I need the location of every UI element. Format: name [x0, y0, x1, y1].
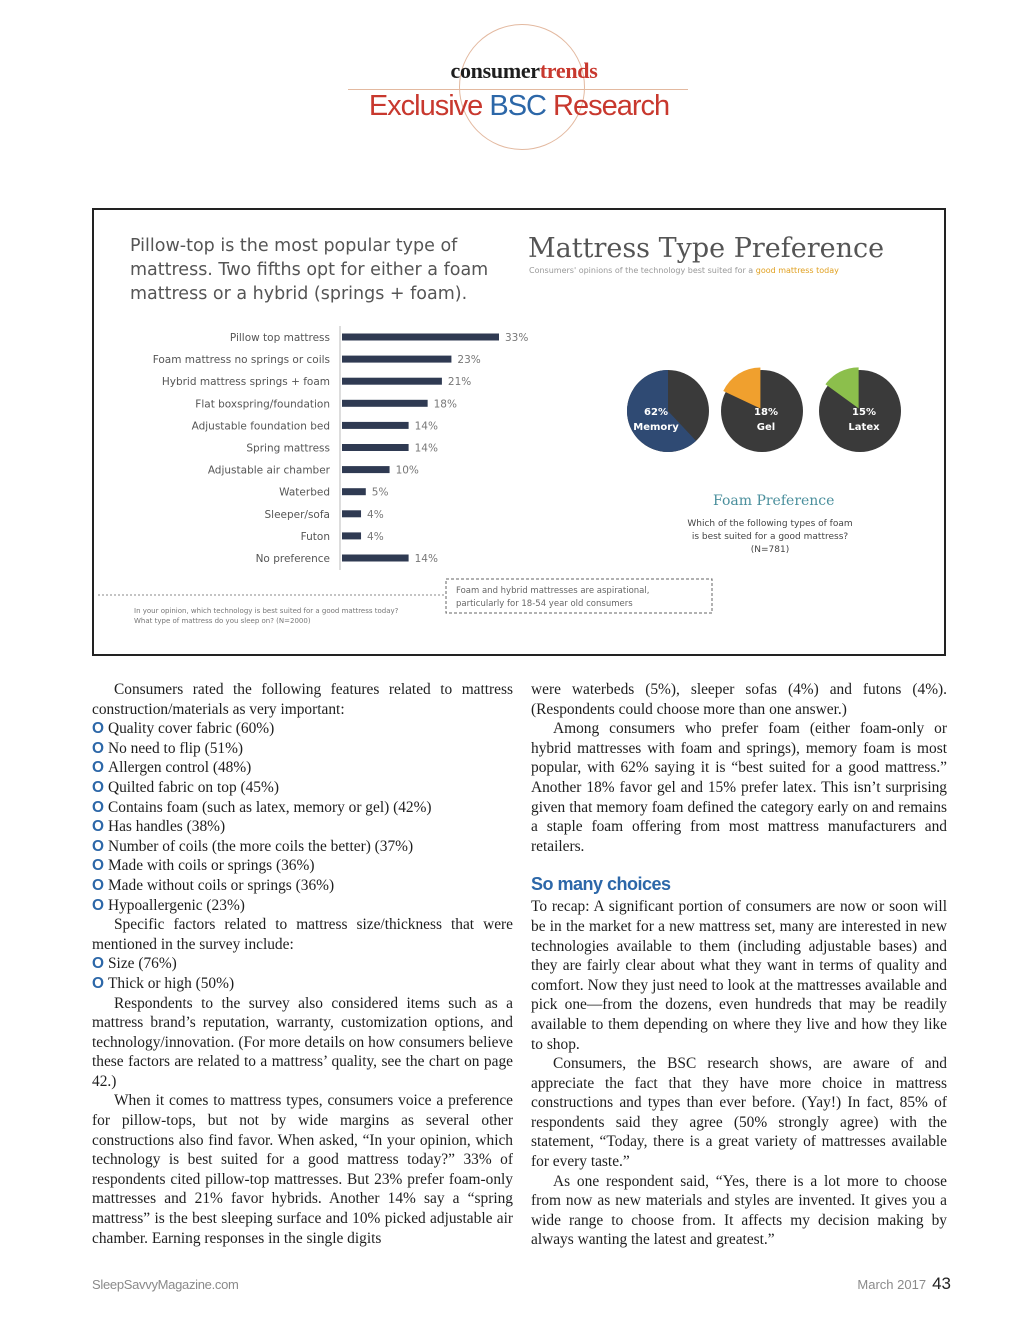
- footer-site: SleepSavvyMagazine.com: [92, 1277, 239, 1292]
- bullet-circle-icon: O: [92, 837, 104, 855]
- bar-value-label: 33%: [505, 332, 529, 344]
- bar-category-label: Flat boxspring/foundation: [195, 398, 330, 411]
- figure-intro-line3: mattress or a hybrid (springs + foam).: [130, 284, 468, 304]
- bar: [342, 400, 428, 407]
- bar-value-label: 14%: [414, 420, 438, 433]
- bar-value-label: 4%: [367, 530, 384, 543]
- subheading-so-many-choices: So many choices: [531, 874, 671, 895]
- bar-chart: [153, 332, 529, 565]
- foam-question-line1: Which of the following types of foam: [687, 519, 853, 529]
- feature-list: [92, 719, 513, 915]
- list-item: O Contains foam (such as latex, memory or gel) (42%): [92, 798, 432, 816]
- paragraph-mattress-types: When it comes to mattress types, consumers voice a preference for pillow-tops, but not by wide margins as several other constructions also find favor. When asked, “In your opinion, which technology is best suited for a good mattress today?” 33% of respondents cited pillow-top mattresses. But 23% prefer foam-only mattresses and 21% favor hybrids. Another 14% say a “spring mattress” is the best sleeping surface and 10% picked adjustable air chamber. Earning responses in the single digits: [92, 1092, 513, 1247]
- paragraph-recap: To recap: A significant portion of consumers are now or soon will be in the market for a new mattress set, many are interested in new technologies available to them (including adjustable bases) and they are fairly clear about what they want in terms of quality and comfort. Now they just need to look at the mattresses available and pick one—from the dozens, even hundreds that may be readily available to them depending on where they live and how they like to shop.: [531, 898, 947, 1053]
- bar: [342, 422, 409, 429]
- headline-bsc: BSC: [489, 90, 546, 122]
- figure-footnote-line1: In your opinion, which technology is best suited for a good mattress today?: [134, 607, 399, 615]
- bar-value-label: 23%: [457, 354, 481, 367]
- foam-preference-title: Foam Preference: [713, 493, 835, 509]
- bar: [342, 356, 451, 363]
- bar-value-label: 4%: [367, 508, 384, 521]
- bullet-circle-icon: O: [92, 759, 104, 777]
- bar-category-label: Hybrid mattress springs + foam: [161, 376, 330, 389]
- size-list: [92, 954, 513, 993]
- foam-question-line2: is best suited for a good mattress?: [691, 532, 849, 542]
- paragraph-choice: Consumers, the BSC research shows, are aware of and appreciate the fact that they have more choice in mattress constructions and types than ever before. (Yay!) In fact, 85% of respondents said they agree (50% strongly agree) with the statement, “Today, there is a great variety of mattresses available for every taste.”: [531, 1055, 947, 1171]
- bullet-circle-icon: O: [92, 798, 104, 816]
- section-headline: [0, 90, 1024, 123]
- article-column-left: [92, 680, 513, 1248]
- masthead-circle: [459, 24, 585, 150]
- paragraph-quote: As one respondent said, “Yes, there is a lot more to choose from now as new materials and styles are invented. It gives you a wide range to choose from. It affects my decision making by always wanting the latest and greatest.”: [531, 1172, 947, 1249]
- list-item: O Quilted fabric on top (45%): [92, 778, 279, 796]
- paragraph-single-digits: were waterbeds (5%), sleeper sofas (4%) and futons (4%). (Respondents could choose more than one answer.): [531, 681, 947, 718]
- brand-consumer: consumer: [450, 58, 540, 83]
- foam-question-line3: (N=781): [750, 545, 790, 555]
- bar-category-label: Spring mattress: [246, 442, 330, 455]
- paragraph-brand-factors: Respondents to the survey also considered items such as a mattress brand’s reputation, warranty, customization options, and technology/innovation. (For more details on how consumers believe these factors are related to a mattress’ quality, see the chart on page 42.): [92, 994, 513, 1090]
- paragraph-foam: Among consumers who prefer foam (either foam-only or hybrid mattresses with foam and springs), memory foam is most popular, with 62% saying it is “best suited for a good mattress.” Another 18% favor gel and 15% prefer latex. This isn’t surprising given that memory foam defined the category early on and remains a staple foam offering from most mattress manufacturers and retailers.: [531, 720, 947, 855]
- bar-value-label: 14%: [414, 553, 438, 565]
- section-brand: [0, 58, 1024, 84]
- list-item: O Thick or high (50%): [92, 974, 235, 992]
- bullet-circle-icon: O: [92, 974, 104, 992]
- list-item: O Number of coils (the more coils the better) (37%): [92, 837, 414, 855]
- list-item: O No need to flip (51%): [92, 739, 244, 757]
- figure-footnote-line2: What type of mattress do you sleep on? (N=2000): [134, 617, 311, 625]
- list-item: O Size (76%): [92, 955, 177, 973]
- bar: [342, 488, 366, 495]
- figure-subtitle-highlight: good mattress today: [755, 266, 839, 275]
- footer-date-page: [857, 1274, 951, 1294]
- bar: [342, 532, 361, 539]
- bar-value-label: 10%: [395, 464, 419, 477]
- bullet-circle-icon: O: [92, 739, 104, 757]
- bar: [342, 555, 409, 562]
- bar-value-label: 18%: [433, 398, 457, 411]
- bar: [342, 444, 409, 451]
- figure-canvas: [94, 210, 944, 654]
- bar-value-label: 21%: [447, 376, 472, 389]
- list-item: O Hypoallergenic (23%): [92, 896, 245, 914]
- pie-percent-label: 15%: [852, 407, 876, 418]
- figure-title: Mattress Type Preference: [528, 233, 885, 264]
- pie-percent-label: 18%: [754, 407, 778, 418]
- bullet-circle-icon: O: [92, 896, 104, 914]
- bar: [342, 510, 361, 517]
- bar-category-label: Futon: [300, 530, 330, 543]
- figure-intro-line1: Pillow-top is the most popular type of: [130, 236, 458, 256]
- bar-category-label: Foam mattress no springs or coils: [152, 354, 330, 367]
- footer-date: March 2017: [857, 1277, 927, 1292]
- page-number: 43: [932, 1274, 951, 1293]
- figure-intro-line2: mattress. Two fifths opt for either a foam: [130, 260, 489, 280]
- mattress-preference-figure: [92, 208, 946, 656]
- list-item: O Made without coils or springs (36%): [92, 876, 335, 894]
- bar: [342, 334, 499, 341]
- brand-trends: trends: [539, 58, 598, 83]
- bar: [342, 378, 442, 385]
- bar-category-label: Adjustable air chamber: [207, 464, 330, 477]
- list-item: O Made with coils or springs (36%): [92, 857, 315, 875]
- bar-category-label: Waterbed: [279, 486, 330, 499]
- pie-name-label: Gel: [756, 422, 776, 433]
- pie-percent-label: 62%: [644, 407, 668, 418]
- headline-research: Research: [546, 90, 670, 122]
- bullet-circle-icon: O: [92, 955, 104, 973]
- list-item: O Has handles (38%): [92, 818, 226, 836]
- bullet-circle-icon: O: [92, 720, 104, 738]
- pie-charts: [627, 367, 901, 452]
- pie-name-label: Memory: [633, 422, 679, 433]
- bar-category-label: Sleeper/sofa: [264, 508, 330, 521]
- callout-line2: particularly for 18-54 year old consumers: [456, 599, 633, 609]
- bar-value-label: 5%: [371, 486, 389, 499]
- paragraph-size-factors: Specific factors related to mattress size/thickness that were mentioned in the survey include:: [92, 916, 513, 953]
- pie-name-label: Latex: [848, 422, 880, 433]
- bar: [342, 466, 390, 473]
- bullet-circle-icon: O: [92, 818, 104, 836]
- callout-line1: Foam and hybrid mattresses are aspirational,: [456, 586, 650, 596]
- paragraph-features: Consumers rated the following features related to mattress construction/materials as very important:: [92, 681, 513, 718]
- list-item: O Quality cover fabric (60%): [92, 720, 275, 738]
- bar-category-label: Adjustable foundation bed: [191, 420, 330, 433]
- headline-exclusive: Exclusive: [368, 90, 490, 122]
- bullet-circle-icon: O: [92, 857, 104, 875]
- article-column-right: [531, 680, 947, 1250]
- list-item: O Allergen control (48%): [92, 759, 252, 777]
- bar-category-label: No preference: [255, 553, 330, 565]
- bullet-circle-icon: O: [92, 778, 104, 796]
- bullet-circle-icon: O: [92, 876, 104, 894]
- bar-value-label: 14%: [414, 442, 438, 455]
- bar-category-label: Pillow top mattress: [229, 332, 330, 344]
- figure-subtitle: Consumers' opinions of the technology best suited for a good mattress today: [529, 266, 839, 275]
